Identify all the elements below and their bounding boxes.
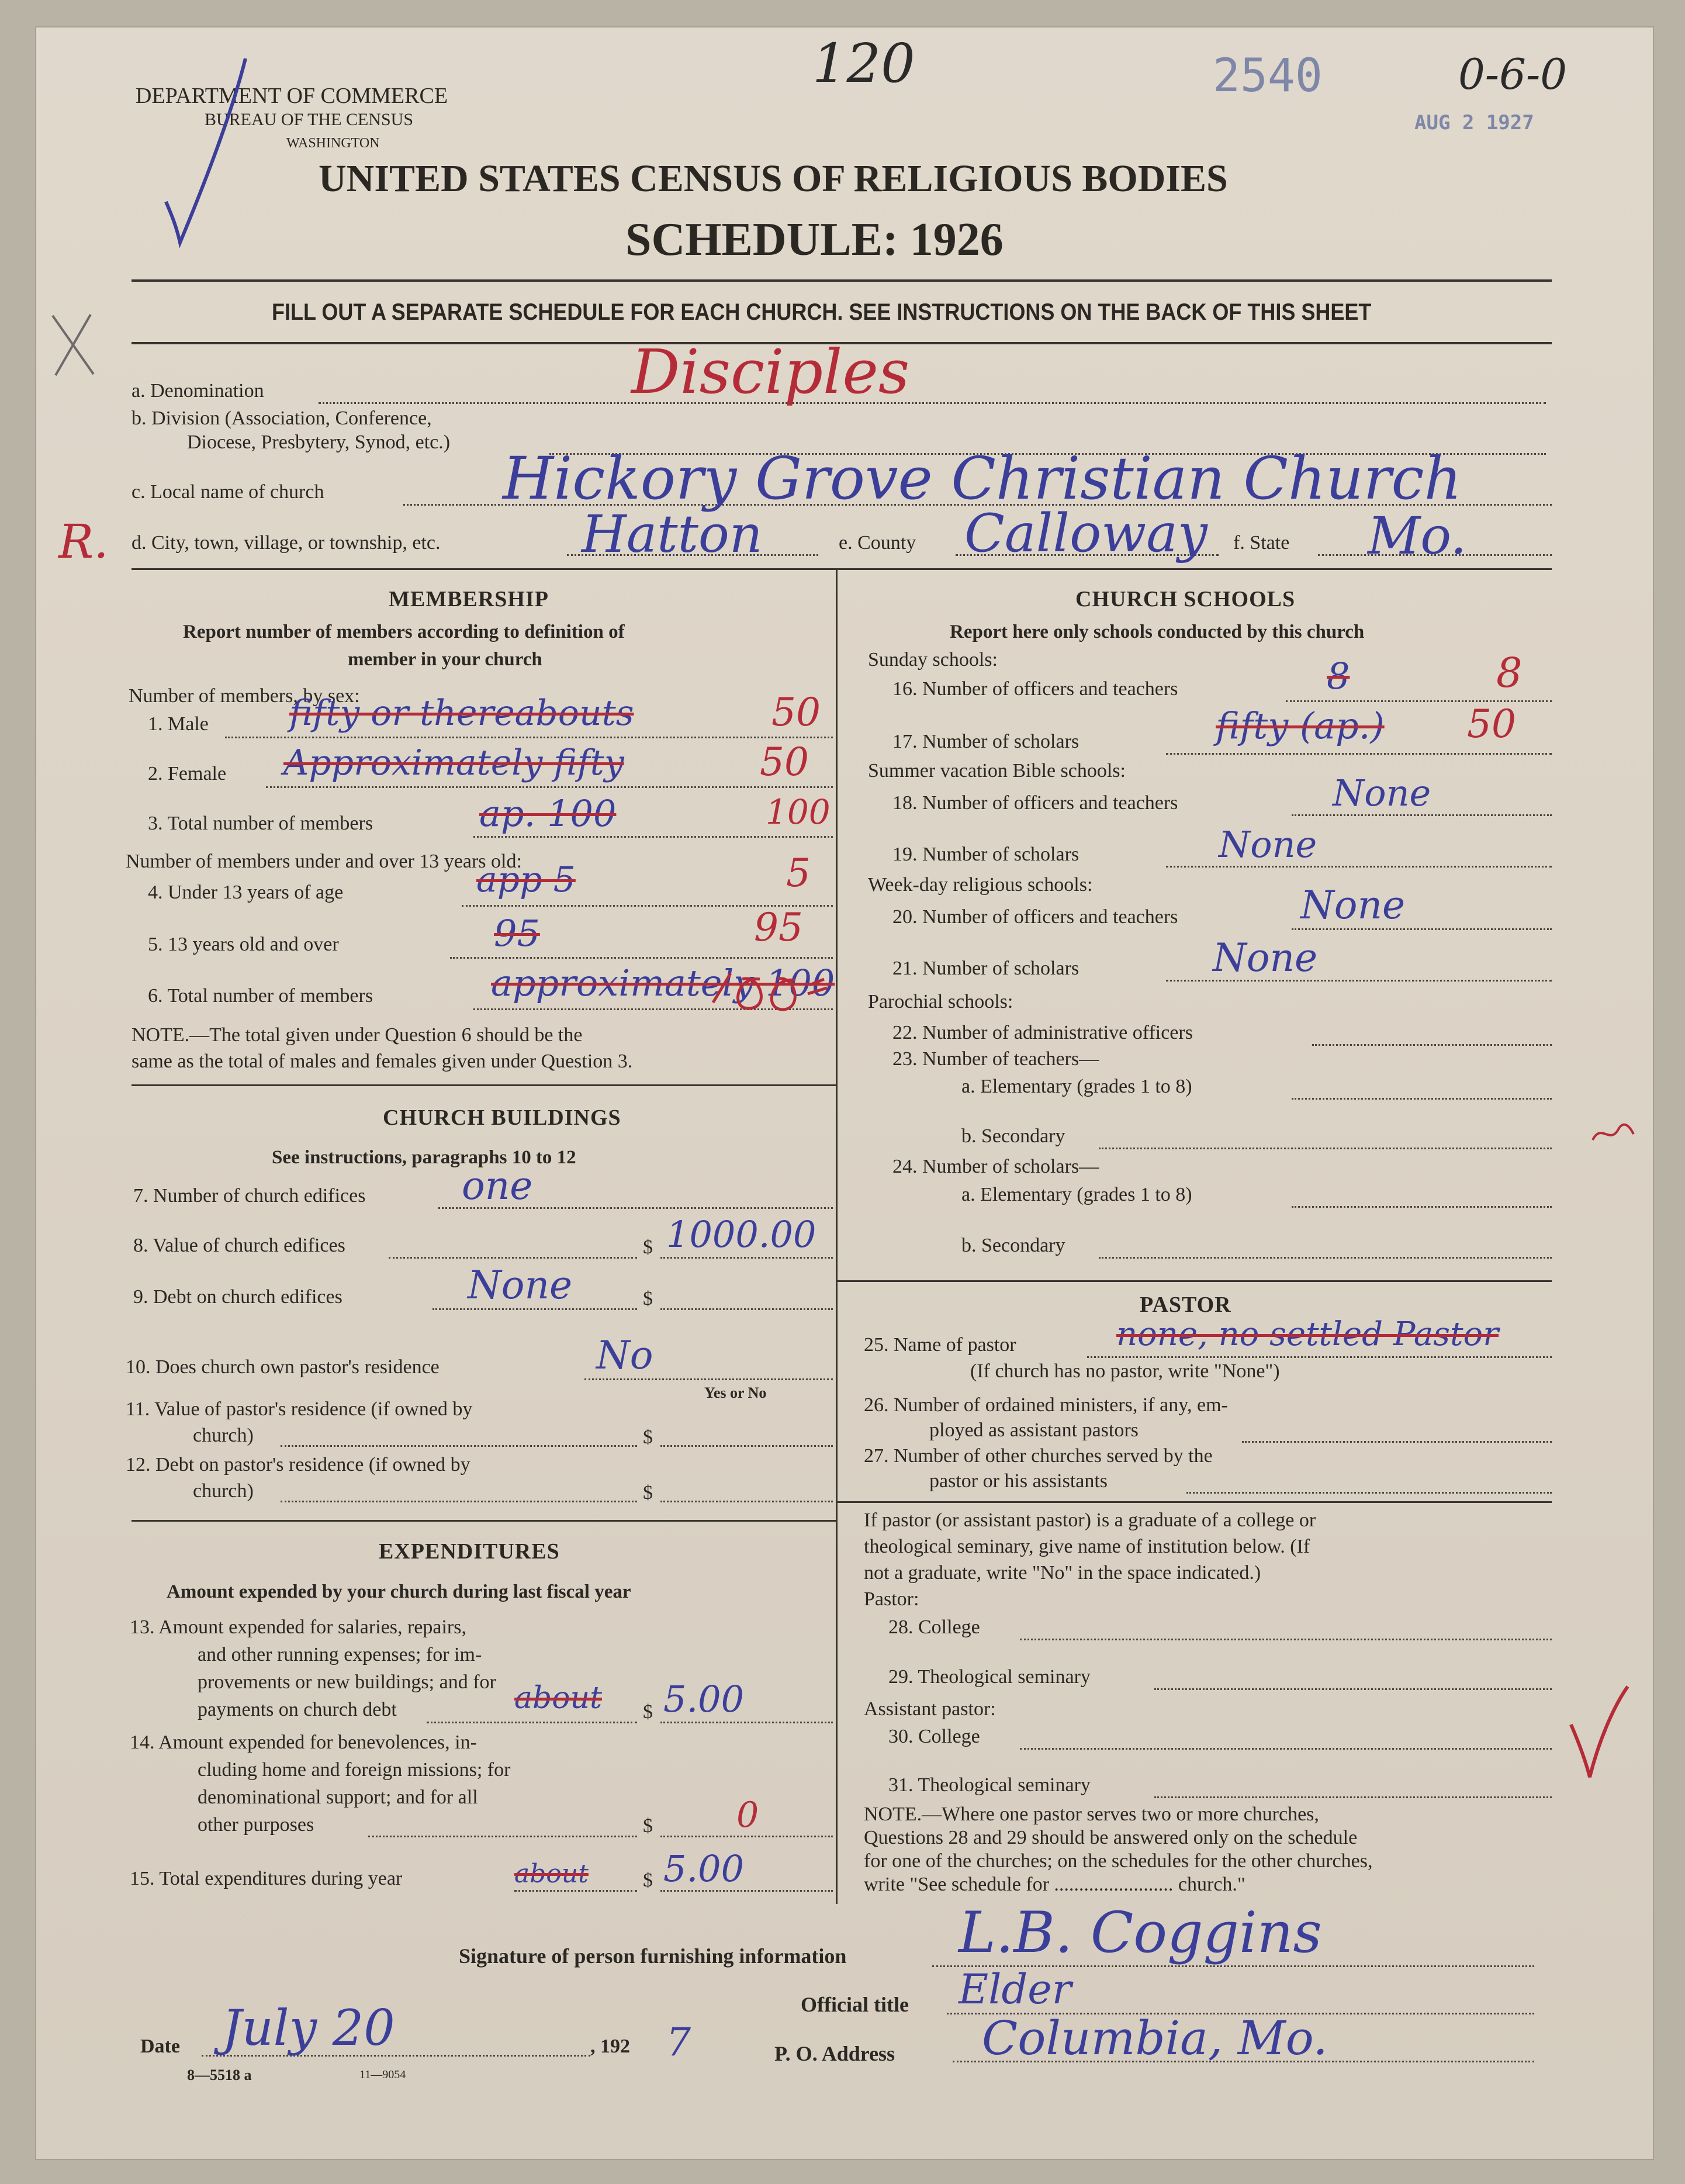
city-value: Hatton — [582, 504, 763, 564]
church-schools-heading: CHURCH SCHOOLS — [1075, 587, 1296, 611]
rule — [836, 1280, 1552, 1282]
division-label: b. Division (Association, Conference, — [132, 407, 432, 429]
q22-label: 22. Number of administrative officers — [892, 1022, 1193, 1043]
q17-label: 17. Number of scholars — [892, 731, 1079, 752]
membership-note: NOTE.—The total given under Question 6 should be the — [132, 1024, 583, 1046]
q27-label-cont: pastor or his assistants — [929, 1470, 1108, 1492]
state-value: Mo. — [1368, 506, 1467, 566]
fill-line — [427, 1722, 637, 1723]
parochial-schools-label: Parochial schools: — [868, 991, 1013, 1012]
fill-line — [450, 957, 833, 959]
q25-label: 25. Name of pastor — [864, 1334, 1016, 1356]
q3-original-answer: ap. 100 — [479, 792, 617, 835]
q20-label: 20. Number of officers and teachers — [892, 906, 1178, 928]
received-date-stamp: AUG 2 1927 — [1414, 111, 1534, 134]
fill-line — [1312, 1044, 1552, 1046]
year-prefix: , 192 — [590, 2036, 630, 2057]
official-title-value: Elder — [959, 1965, 1072, 2013]
q11-label-cont: church) — [193, 1425, 254, 1446]
q1-label: 1. Male — [148, 713, 209, 735]
q15-label: 15. Total expenditures during year — [130, 1868, 403, 1889]
fill-line — [1242, 1441, 1552, 1443]
department-name: DEPARTMENT OF COMMERCE — [136, 84, 448, 108]
fill-line — [1166, 753, 1552, 755]
fill-line — [389, 1257, 637, 1259]
q2-label: 2. Female — [148, 763, 227, 785]
division-label-cont: Diocese, Presbytery, Synod, etc.) — [187, 431, 451, 453]
rule — [132, 568, 1552, 570]
q15-prefix: about — [514, 1859, 589, 1889]
fill-line — [1292, 814, 1552, 816]
fill-line — [660, 1722, 833, 1723]
q11-label: 11. Value of pastor's residence (if owned by — [126, 1398, 473, 1420]
membership-intro: Report number of members according to definition of — [183, 621, 625, 642]
q17-original-answer: fifty (ap.) — [1216, 704, 1385, 747]
q6-label: 6. Total number of members — [148, 985, 373, 1007]
q6-original-answer: approximately 100 — [491, 962, 835, 1004]
q16-label: 16. Number of officers and teachers — [892, 678, 1178, 700]
members-by-sex-label: Number of members, by sex: — [129, 685, 360, 707]
fill-line — [319, 402, 1546, 404]
fill-line — [1154, 1688, 1552, 1690]
q24-label: 24. Number of scholars— — [892, 1156, 1099, 1177]
q20-value: None — [1300, 883, 1406, 928]
separate-schedule-instruction: FILL OUT A SEPARATE SCHEDULE FOR EACH CHURCH. SEE INSTRUCTIONS ON THE BACK OF THIS SHEET — [272, 299, 1372, 325]
q13-label: 13. Amount expended for salaries, repairs, — [130, 1616, 466, 1638]
date-value: July 20 — [222, 1999, 395, 2057]
fill-line — [1154, 1796, 1552, 1798]
check-mark-icon — [164, 53, 257, 251]
red-check-mark-icon — [1566, 1684, 1631, 1783]
q23-label: 23. Number of teachers— — [892, 1048, 1099, 1070]
q5-corrected-answer: 95 — [754, 905, 803, 950]
q13-label-line2: and other running expenses; for im- — [198, 1644, 482, 1665]
q29-label: 29. Theological seminary — [888, 1666, 1091, 1688]
fill-line — [1099, 1148, 1552, 1149]
q12-label: 12. Debt on pastor's residence (if owned by — [126, 1454, 470, 1475]
q14-label: 14. Amount expended for benevolences, in- — [130, 1732, 477, 1753]
serial-number-stamp: 2540 — [1213, 50, 1323, 102]
q16-original-answer: 8 — [1327, 655, 1350, 697]
q8-label: 8. Value of church edifices — [133, 1235, 345, 1256]
q11-dollar-sign: $ — [643, 1426, 653, 1448]
fill-line — [368, 1836, 637, 1837]
membership-heading: MEMBERSHIP — [389, 587, 549, 611]
form-subtitle: SCHEDULE: 1926 — [625, 214, 1004, 265]
fill-line — [660, 1308, 833, 1310]
signature-label: Signature of person furnishing information — [459, 1944, 847, 1968]
fill-line — [281, 1445, 637, 1447]
year-digit: 7 — [666, 2020, 691, 2065]
buildings-intro: See instructions, paragraphs 10 to 12 — [272, 1147, 576, 1168]
q2-corrected-answer: 50 — [760, 739, 809, 785]
q17-corrected-answer: 50 — [1467, 701, 1516, 747]
q4-corrected-answer: 5 — [786, 851, 811, 896]
po-address-value: Columbia, Mo. — [982, 2011, 1328, 2065]
q10-label: 10. Does church own pastor's residence — [126, 1356, 440, 1378]
denomination-label: a. Denomination — [132, 380, 264, 402]
q18-value: None — [1333, 772, 1431, 814]
graduate-instruction-line2: theological seminary, give name of institution below. (If — [864, 1536, 1310, 1557]
q9-label: 9. Debt on church edifices — [133, 1286, 342, 1308]
sunday-schools-label: Sunday schools: — [868, 649, 998, 671]
q21-value: None — [1213, 935, 1318, 980]
expenditures-intro: Amount expended by your church during last fiscal year — [167, 1581, 631, 1602]
q14-label-line3: denominational support; and for all — [198, 1786, 478, 1808]
print-number: 11—9054 — [359, 2068, 406, 2081]
q12-label-cont: church) — [193, 1480, 254, 1502]
summer-schools-label: Summer vacation Bible schools: — [868, 760, 1126, 782]
schools-intro: Report here only schools conducted by this church — [950, 621, 1365, 642]
denomination-value: Disciples — [631, 336, 910, 407]
fill-line — [514, 1890, 637, 1892]
fill-line — [1292, 1098, 1552, 1100]
membership-note-cont: same as the total of males and females given under Question 3. — [132, 1050, 633, 1072]
q2-original-answer: Approximately fifty — [283, 742, 624, 783]
local-name-value: Hickory Grove Christian Church — [503, 444, 1462, 513]
official-title-label: Official title — [801, 1993, 909, 2016]
q14-value: 0 — [736, 1795, 759, 1836]
bureau-city: WASHINGTON — [286, 136, 380, 151]
margin-r-mark: R. — [58, 514, 109, 569]
fill-line — [1292, 1206, 1552, 1208]
x-mark-icon — [47, 310, 99, 380]
fill-line — [281, 1501, 637, 1502]
q21-label: 21. Number of scholars — [892, 958, 1079, 979]
expenditures-heading: EXPENDITURES — [379, 1539, 560, 1564]
fill-line — [266, 786, 833, 788]
pastor-note-line2: Questions 28 and 29 should be answered only on the schedule — [864, 1827, 1358, 1848]
column-divider — [836, 568, 838, 1904]
city-label: d. City, town, village, or township, etc. — [132, 532, 441, 554]
q5-original-answer: 95 — [494, 912, 540, 955]
rule — [836, 1501, 1552, 1503]
weekday-schools-label: Week-day religious schools: — [868, 874, 1093, 896]
q7-label: 7. Number of church edifices — [133, 1185, 366, 1207]
under-over-label: Number of members under and over 13 years old: — [126, 851, 522, 872]
fill-line — [433, 1308, 637, 1310]
q3-corrected-answer: 100 — [766, 792, 831, 832]
q7-value: one — [462, 1163, 533, 1208]
fill-line — [1292, 928, 1552, 930]
q13-value: 5.00 — [663, 1678, 745, 1720]
fill-line — [660, 1257, 833, 1259]
file-number-stamp: 120 — [812, 32, 915, 95]
rule — [132, 279, 1552, 282]
local-name-label: c. Local name of church — [132, 481, 324, 503]
code-stamp: 0-6-0 — [1458, 50, 1568, 99]
fill-line — [1020, 1639, 1552, 1640]
graduate-instruction-line3: not a graduate, write "No" in the space indicated.) — [864, 1562, 1261, 1584]
fill-line — [225, 737, 833, 738]
q24a-label: a. Elementary (grades 1 to 8) — [961, 1184, 1192, 1205]
pastor-note: NOTE.—Where one pastor serves two or more churches, — [864, 1803, 1319, 1825]
fill-line — [660, 1836, 833, 1837]
fill-line — [473, 836, 833, 838]
q6-red-correction-mark-icon — [707, 967, 836, 1020]
fill-line — [1099, 1257, 1552, 1259]
q18-label: 18. Number of officers and teachers — [892, 792, 1178, 814]
q13-prefix: about — [514, 1681, 602, 1716]
q5-label: 5. 13 years old and over — [148, 934, 339, 955]
q3-label: 3. Total number of members — [148, 813, 373, 834]
fill-line — [660, 1445, 833, 1447]
q19-value: None — [1219, 823, 1317, 866]
q13-label-line4: payments on church debt — [198, 1699, 397, 1720]
graduate-instruction: If pastor (or assistant pastor) is a graduate of a college or — [864, 1509, 1316, 1531]
rule — [132, 1520, 836, 1522]
q23b-label: b. Secondary — [961, 1125, 1065, 1147]
q4-original-answer: app 5 — [476, 859, 576, 900]
pastor-heading: PASTOR — [1140, 1293, 1231, 1317]
q15-value: 5.00 — [663, 1847, 745, 1890]
bureau-name: BUREAU OF THE CENSUS — [205, 110, 413, 129]
q26-label-cont: ployed as assistant pastors — [929, 1419, 1139, 1441]
fill-line — [584, 1378, 833, 1380]
q15-dollar-sign: $ — [643, 1869, 653, 1891]
signature-value: L.B. Coggins — [959, 1900, 1322, 1965]
form-title: UNITED STATES CENSUS OF RELIGIOUS BODIES — [319, 157, 1228, 200]
q12-dollar-sign: $ — [643, 1482, 653, 1504]
q31-label: 31. Theological seminary — [888, 1774, 1091, 1796]
q9-value: None — [468, 1263, 573, 1308]
membership-intro-cont: member in your church — [348, 649, 542, 670]
q30-label: 30. College — [888, 1726, 980, 1747]
fill-line — [660, 1501, 833, 1502]
q25-hint: (If church has no pastor, write "None") — [970, 1360, 1280, 1382]
margin-tick-icon — [1587, 1117, 1639, 1152]
state-label: f. State — [1233, 532, 1290, 554]
q1-corrected-answer: 50 — [771, 690, 821, 735]
fill-line — [1087, 1356, 1552, 1358]
pastor-subheading: Pastor: — [864, 1588, 919, 1610]
q26-label: 26. Number of ordained ministers, if any, em- — [864, 1394, 1228, 1416]
form-number: 8—5518 a — [187, 2066, 252, 2083]
rule — [132, 1084, 836, 1086]
q8-value: 1000.00 — [666, 1213, 816, 1256]
assistant-pastor-subheading: Assistant pastor: — [864, 1698, 996, 1720]
q25-value: none, no settled Pastor — [1116, 1315, 1499, 1353]
fill-line — [1166, 866, 1552, 868]
q8-dollar-sign: $ — [643, 1236, 653, 1258]
po-address-label: P. O. Address — [774, 2042, 895, 2065]
q1-original-answer: fifty or thereabouts — [289, 693, 634, 734]
q19-label: 19. Number of scholars — [892, 844, 1079, 865]
q28-label: 28. College — [888, 1616, 980, 1638]
pastor-note-line3: for one of the churches; on the schedules for the other churches, — [864, 1850, 1373, 1872]
county-label: e. County — [839, 532, 916, 554]
q14-label-line4: other purposes — [198, 1814, 314, 1836]
fill-line — [1186, 1492, 1552, 1494]
fill-line — [1020, 1748, 1552, 1750]
date-label: Date — [140, 2036, 180, 2057]
q13-dollar-sign: $ — [643, 1701, 653, 1723]
q9-dollar-sign: $ — [643, 1288, 653, 1309]
q13-label-line3: provements or new buildings; and for — [198, 1671, 496, 1693]
county-value: Calloway — [964, 503, 1207, 564]
pastor-note-line4: write "See schedule for ........................ church." — [864, 1874, 1245, 1895]
q14-label-line2: cluding home and foreign missions; for — [198, 1759, 511, 1781]
q4-label: 4. Under 13 years of age — [148, 882, 344, 903]
q27-label: 27. Number of other churches served by the — [864, 1445, 1213, 1467]
church-buildings-heading: CHURCH BUILDINGS — [383, 1105, 621, 1130]
q14-dollar-sign: $ — [643, 1815, 653, 1837]
q10-yes-no-hint: Yes or No — [704, 1384, 767, 1401]
q23a-label: a. Elementary (grades 1 to 8) — [961, 1076, 1192, 1097]
q24b-label: b. Secondary — [961, 1235, 1065, 1256]
q10-value: No — [596, 1333, 653, 1378]
fill-line — [660, 1890, 833, 1892]
q16-corrected-answer: 8 — [1496, 649, 1523, 697]
